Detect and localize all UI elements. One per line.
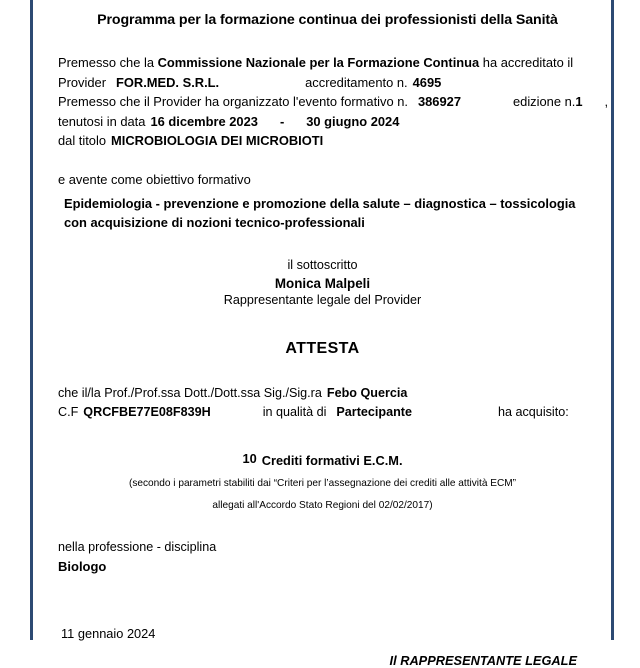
date-label: tenutosi in data: [58, 113, 146, 129]
credits-note-line-2: allegati all'Accordo Stato Regioni del 02/02/2017): [212, 499, 433, 511]
page-title: Programma per la formazione continua dei professionisti della Sanità: [97, 12, 558, 28]
edition-number: 1: [575, 94, 583, 109]
credits-label: Crediti formativi E.C.M.: [261, 452, 403, 468]
undersigned-label: il sottoscritto: [287, 257, 358, 272]
edition-label: edizione n.: [512, 94, 576, 109]
right-border-rule: [611, 0, 614, 640]
provider-name: FOR.MED. S.R.L.: [116, 74, 220, 90]
event-prefix: Premesso che il Provider ha organizzato l'evento formativo n.: [58, 94, 408, 109]
event-title-value: MICROBIOLOGIA DEI MICROBIOTI: [111, 133, 324, 148]
profession-value: Biologo: [58, 558, 107, 574]
objective-line-1: Epidemiologia - prevenzione e promozione della salute – diagnostica – tossicologia: [64, 195, 576, 211]
credits-block: [58, 451, 587, 514]
profession-label: nella professione - disciplina: [58, 539, 217, 554]
accreditation-line-2: [58, 73, 601, 93]
credits-number: 10: [242, 450, 257, 466]
objective-line-2: con acquisizione di nozioni tecnico-professionali: [64, 214, 365, 230]
participant-block: [58, 384, 601, 422]
edition-comma: ,: [604, 94, 609, 109]
undersigned-role: Rappresentante legale del Provider: [223, 292, 422, 307]
accreditation-prefix: Premesso che la: [58, 55, 158, 70]
objective-intro: e avente come obiettivo formativo: [58, 171, 251, 187]
commission-name: Commissione Nazionale per la Formazione Continua: [157, 55, 480, 70]
participant-name: Febo Quercia: [326, 385, 408, 400]
issue-date: 11 gennaio 2024: [61, 625, 156, 641]
certificate-content: [34, 0, 611, 668]
fiscal-code-label: C.F: [58, 404, 79, 419]
participant-prefix: che il/la Prof./Prof.ssa Dott./Dott.ssa Sig./Sig.ra: [58, 385, 322, 400]
event-dates-line: [58, 112, 601, 132]
profession-block: [58, 538, 601, 576]
credits-main-line: [58, 451, 587, 470]
left-border-rule: [30, 0, 33, 640]
event-title-line: [58, 131, 601, 151]
event-start-date: 16 dicembre 2023: [150, 113, 258, 129]
event-number: 386927: [417, 94, 461, 109]
undersigned-name: Monica Malpeli: [274, 275, 371, 291]
credits-note-line-1: (secondo i parametri stabiliti dai “Criteri per l’assegnazione dei crediti alle attività ECM”: [128, 477, 517, 489]
participant-cf-line: [58, 403, 601, 422]
event-end-date: 30 giugno 2024: [306, 113, 400, 129]
participant-role-label: in qualità di: [262, 404, 327, 419]
accreditation-block: [58, 53, 609, 151]
attesta-heading: ATTESTA: [285, 339, 360, 357]
date-separator: -: [279, 113, 285, 129]
event-title-label: dal titolo: [58, 133, 107, 148]
objective-block: [58, 194, 601, 232]
accreditation-line-1: [58, 53, 601, 73]
fiscal-code-value: QRCFBE77E08F839H: [83, 404, 211, 419]
event-line-1: [58, 92, 609, 112]
accreditation-suffix: ha accreditato il: [479, 55, 574, 70]
undersigned-block: [58, 258, 587, 307]
participant-role-value: Partecipante: [336, 404, 412, 419]
participant-name-line: [58, 384, 601, 403]
acquired-label: ha acquisito:: [498, 404, 569, 419]
accreditation-number: 4695: [412, 74, 442, 90]
signature-label: Il RAPPRESENTANTE LEGALE: [389, 652, 577, 668]
provider-label: Provider: [58, 74, 106, 90]
accreditation-number-label: accreditamento n.: [305, 74, 408, 90]
